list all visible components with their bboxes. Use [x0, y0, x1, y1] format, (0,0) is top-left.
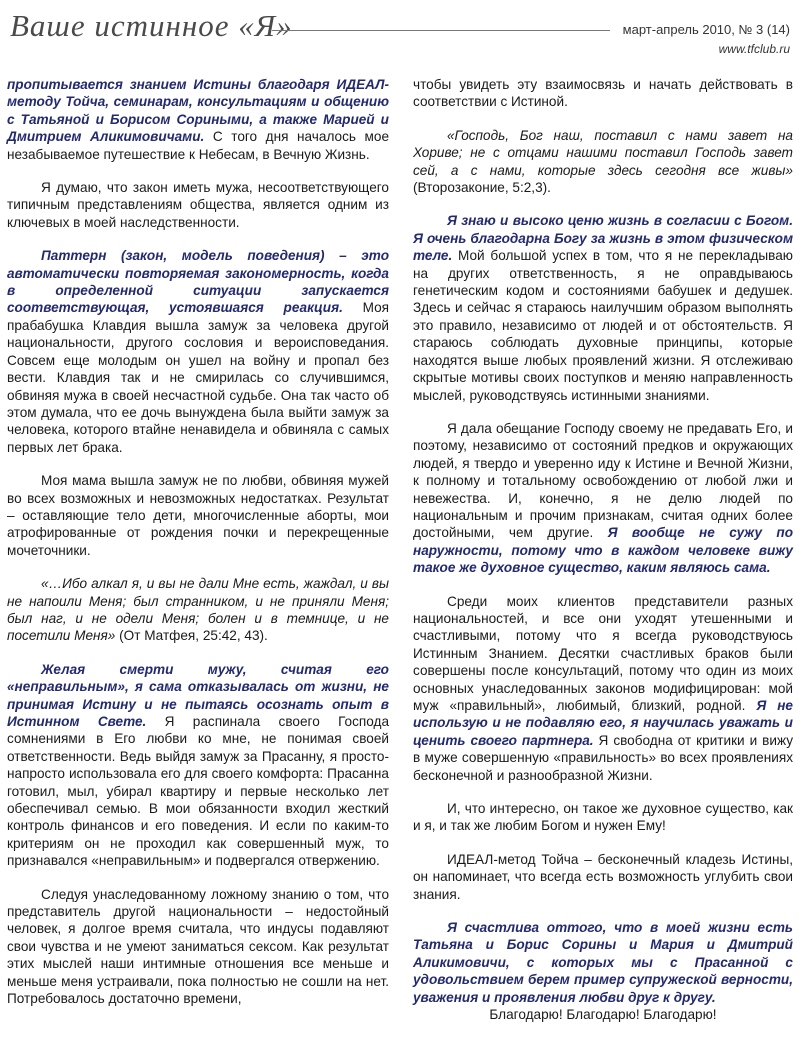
highlight-text: Я счастлива оттого, что в моей жизни есть Татьяна и Борис Сорины и Мария и Дмитрий Аликимовичи, с которых мы с Прасанной с удовольствием берем пример супружеской верности, уважения и проявления любви друг к другу. [413, 920, 793, 1005]
body-text: Среди моих клиентов представители разных национальностей, и все они уходят утешенными и счастливыми, потому что я всегда руководствуюсь Истинным Знанием. Десятки счастливых браков были совершены после консультаций, потому что один из моих основных унаследованных законов модифицирован: мой муж «правильный», любимый, близкий, родной. [413, 593, 793, 713]
paragraph: чтобы увидеть эту взаимосвязь и начать действовать в соответствии с Истиной. [413, 77, 793, 110]
page-header [0, 0, 800, 72]
right-column [413, 76, 793, 1040]
body-text: С того дня началось мое незабываемое путешествие к Небесам, в Вечную Жизнь. [7, 129, 390, 162]
body-text: Моя прабабушка Клавдия вышла замуж за человека другой национальности, другого сословия и вероисповедания. Совсем еще молодым он ушел на войну и пропал без вести. Клавдия так и не смирилась со случившимся, обвиняя мужа в своей несчастной судьбе. Она так часто об этом думала, что ее дочь вынуждена была выйти замуж за человека, которого втайне ненавидела и обвиняла с самых первых лет брака. [7, 300, 389, 455]
body-text: Я дала обещание Господу своему не предавать Его, и поэтому, независимо от состояний предков и окружающих людей, я твердо и уверенно иду к Истине и Вечной Жизни, к полному и тотальному освобождению от любой лжи и невежества. И, конечно, я не делю людей по национальным и прочим признакам, считая одних более достойными, чем другие. [413, 420, 793, 541]
paragraph: И, что интересно, он такое же духовное существо, как и я, и так же любим Богом и нужен Ему! [413, 801, 793, 834]
highlight-text: Желая смерти мужу, считая его «неправильным», я сама отказывалась от жизни, не принимая Истину и не пытаясь осознать опыт в Истинном Свете. [7, 661, 389, 729]
paragraph [413, 919, 793, 1006]
highlight-text: пропитывается знанием Истины благодаря ИДЕАЛ-методу Тойча, семинарам, консультациям и общению с Татьяной и Борисом Сориными, а также Марией и Дмитрием Аликимовичами. [7, 77, 389, 145]
body-text: Я свободна от критики и вижу в муже совершенную «правильность» во всех проявлениях бесконечной и разнообразной Жизни. [413, 732, 793, 783]
paragraph: Моя мама вышла замуж не по любви, обвиняя мужей во всех возможных и невозможных недостатках. Результат – оставляющие тело дети, многочисленные аборты, мои атрофированные от рождения почки и перекрещенные мочеточники. [7, 473, 389, 558]
paragraph [7, 247, 389, 456]
paragraph [413, 593, 793, 784]
highlight-text: Я знаю и высоко ценю жизнь в согласии с Богом. Я очень благодарна Богу за жизнь в этом физическом теле. [413, 213, 793, 264]
scripture-reference: (Второзаконие, 5:2,3). [413, 180, 551, 196]
scripture-quote: «Господь, Бог наш, поставил с нами завет на Хориве; не с отцами нашими поставил Господь завет сей, а с нами, которые здесь сегодня все живы» [413, 127, 793, 178]
paragraph [7, 575, 389, 645]
issue-info: март-апрель 2010, № 3 (14) [622, 22, 790, 37]
closing-thanks: Благодарю! Благодарю! Благодарю! [489, 1007, 717, 1023]
paragraph: ИДЕАЛ-метод Тойча – бесконечный кладезь Истины, он напоминает, что всегда есть возможность углубить свои знания. [413, 851, 793, 902]
paragraph [413, 420, 793, 577]
highlight-text: Паттерн (закон, модель поведения) – это автоматически повторяемая закономерность, когда в определенной ситуации запускается соответствующая, устоявшаяся реакция. [7, 248, 389, 316]
website-url: www.tfclub.ru [718, 42, 790, 56]
scripture-quote: «…Ибо алкал я, и вы не дали Мне есть, жаждал, и вы не напоили Меня; был странником, и не приняли Меня; был наг, и не одели Меня; болен и в темнице, и не посетили Меня» [7, 576, 389, 644]
body-text: Я распинала своего Господа сомнениями в Его любви ко мне, не понимая своей ответственности. Ведь выйдя замуж за Прасанну, я просто-напросто использовала его для своего комфорта: Прасанна готовил, мыл, убирал квартиру и первые несколько лет обеспечивал семью. В мои обязанности входил жесткий контроль финансов и его поведения. И если по каким-то критериям он не проходил как совершенный муж, то признавался «неправильным» и подвергался отвержению. [7, 714, 389, 869]
paragraph [7, 661, 389, 870]
body-text: Мой большой успех в том, что я не перекладываю на других ответственность, я не оправдываюсь генетическим кодом и состояниями бабушек и дедушек. Здесь и сейчас я стараюсь наилучшим образом выполнять это правило, независимо от людей и от обстоятельств. Я стараюсь соблюдать духовные принципы, которые находятся выше любых проявлений жизни. Я отслеживаю скрытые мотивы своих поступков и меняю направленность мыслей, руководствуясь истинными знаниями. [413, 248, 793, 403]
paragraph: Я думаю, что закон иметь мужа, несоответствующего типичным представлениям общества, является одним из ключевых в моей наследственности. [7, 180, 389, 230]
paragraph [7, 76, 389, 163]
paragraph: Следуя унаследованному ложному знанию о том, что представитель другой национальности – недостойный человек, я долгое время считала, что индусы подавляют свои чувства и не умеют заниматься сексом. Как результат этих мыслей наши интимные отношения все меньше и меньше меня устраивали, пока полностью не сошли на нет. Потребовалось достаточно времени, [7, 886, 389, 1007]
header-rule [272, 30, 610, 31]
left-column [7, 76, 389, 1024]
highlight-text: Я не использую и не подавляю его, я научилась уважать и ценить своего партнера. [413, 698, 793, 748]
magazine-section-title: Ваше истинное «Я» [10, 8, 293, 43]
highlight-text: Я вообще не сужу по наружности, потому что в каждом человеке вижу такое же духовное существо, каким являюсь сама. [413, 525, 793, 576]
paragraph [413, 212, 793, 403]
scripture-reference: (От Матфея, 25:42, 43). [115, 628, 268, 644]
paragraph [413, 127, 793, 197]
